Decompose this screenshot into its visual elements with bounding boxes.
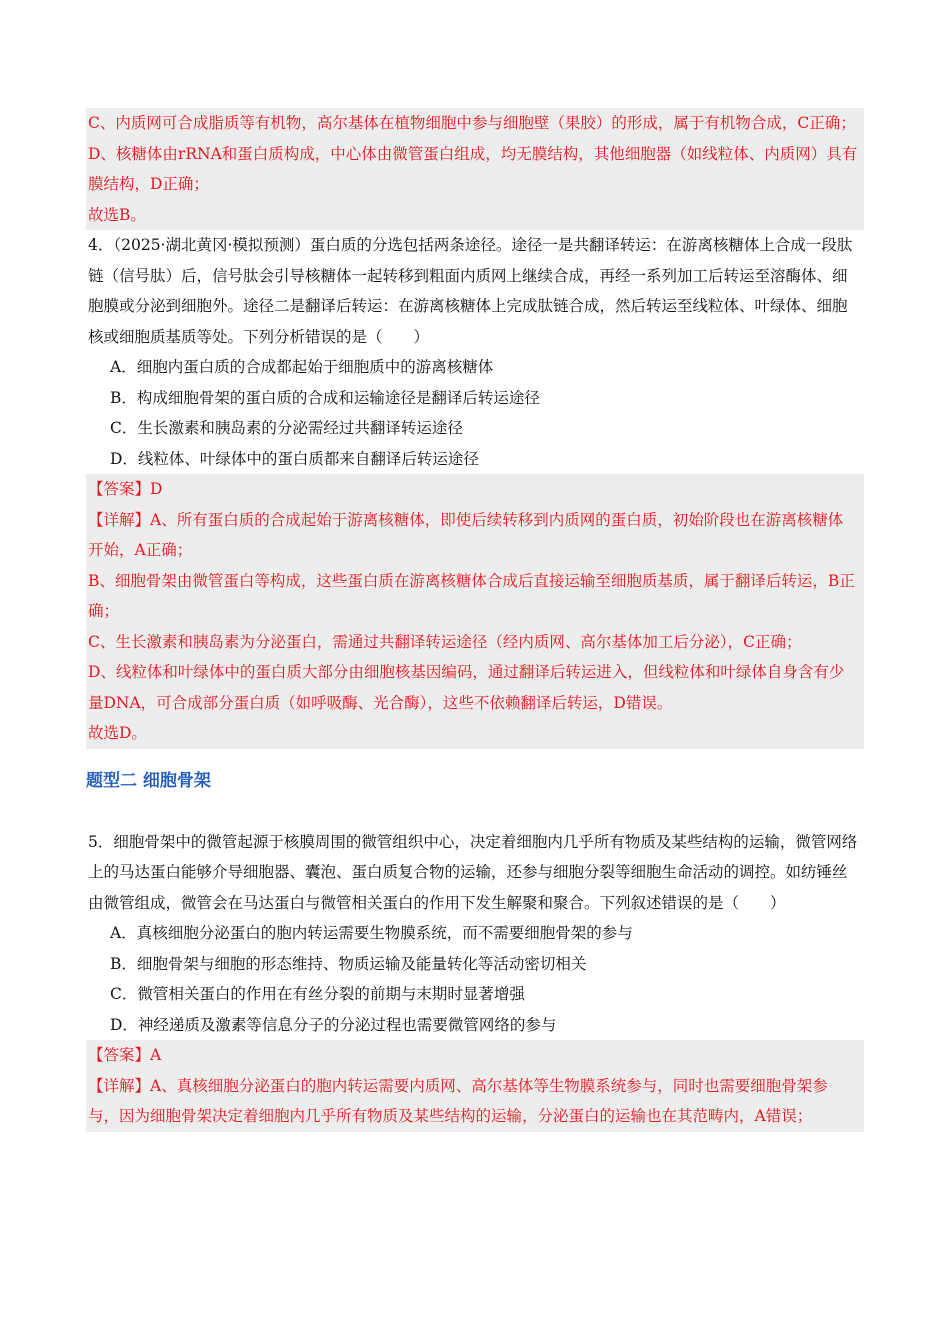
detail-line: 【详解】A、所有蛋白质的合成起始于游离核糖体，即使后续转移到内质网的蛋白质，初始阶段也在游离核糖体开始，A正确； (88, 510, 844, 559)
option-a: A．真核细胞分泌蛋白的胞内转运需要生物膜系统，而不需要细胞骨架的参与 (110, 924, 633, 942)
question-5-answer-block (86, 1040, 864, 1132)
question-5 (86, 827, 864, 919)
detail-line: C、生长激素和胰岛素为分泌蛋白，需通过共翻译转运途径（经内质网、高尔基体加工后分泌），C正确； (88, 632, 802, 651)
prev-answer-block (86, 108, 864, 230)
question-stem: 5．细胞骨架中的微管起源于核膜周围的微管组织中心，决定着细胞内几乎所有物质及某些结构的运输，微管网络上的马达蛋白能够介导细胞器、囊泡、蛋白质复合物的运输，还参与细胞分裂等细胞生命活动的调控。如纺锤丝由微管组成，微管会在马达蛋白与微管相关蛋白的作用下发生解聚和聚合。下列叙述错误的是（ ） (88, 832, 858, 912)
document-body (86, 108, 864, 1132)
detail-line: 故选D。 (88, 724, 147, 742)
detail-line: B、细胞骨架由微管蛋白等构成，这些蛋白质在游离核糖体合成后直接运输至细胞质基质，属于翻译后转运，B正确； (88, 571, 855, 620)
option-c: C．生长激素和胰岛素的分泌需经过共翻译转运途径 (110, 419, 463, 437)
option-c: C．微管相关蛋白的作用在有丝分裂的前期与末期时显著增强 (110, 985, 525, 1003)
question-5-options (86, 918, 864, 1040)
option-a: A．细胞内蛋白质的合成都起始于细胞质中的游离核糖体 (110, 358, 494, 376)
answer-line: 【答案】D (88, 480, 163, 498)
detail-line: C、内质网可合成脂质等有机物，高尔基体在植物细胞中参与细胞壁（果胶）的形成，属于有机物合成，C正确； (88, 114, 856, 132)
option-d: D．线粒体、叶绿体中的蛋白质都来自翻译后转运途径 (110, 449, 479, 468)
detail-line: 故选B。 (88, 205, 146, 224)
question-stem: 4．（2025·湖北黄冈·模拟预测）蛋白质的分选包括两条途径。途径一是共翻译转运：在游离核糖体上合成一段肽链（信号肽）后，信号肽会引导核糖体一起转移到粗面内质网上继续合成，再经一系列加工后转运至溶酶体、细胞膜或分泌到细胞外。途径二是翻译后转运：在游离核糖体上完成肽链合成，然后转运至线粒体、叶绿体、细胞核或细胞质基质等处。下列分析错误的是（ ） (88, 236, 853, 346)
question-4-answer-block (86, 474, 864, 749)
option-b: B．细胞骨架与细胞的形态维持、物质运输及能量转化等活动密切相关 (110, 954, 587, 973)
question-4-options (86, 352, 864, 474)
detail-line: 【详解】A、真核细胞分泌蛋白的胞内转运需要内质网、高尔基体等生物膜系统参与，同时也需要细胞骨架参与，因为细胞骨架决定着细胞内几乎所有物质及某些结构的运输，分泌蛋白的运输也在其范畴内，A错误； (88, 1076, 828, 1125)
answer-line: 【答案】A (88, 1046, 162, 1064)
detail-line: D、线粒体和叶绿体中的蛋白质大部分由细胞核基因编码，通过翻译后转运进入，但线粒体和叶绿体自身含有少量DNA，可合成部分蛋白质（如呼吸酶、光合酶），这些不依赖翻译后转运，D错误。 (88, 663, 845, 712)
question-4 (86, 230, 864, 352)
option-d: D．神经递质及激素等信息分子的分泌过程也需要微管网络的参与 (110, 1015, 557, 1034)
detail-line: D、核糖体由rRNA和蛋白质构成，中心体由微管蛋白组成，均无膜结构，其他细胞器（如线粒体、内质网）具有膜结构，D正确； (88, 144, 858, 193)
option-b: B．构成细胞骨架的蛋白质的合成和运输途径是翻译后转运途径 (110, 388, 540, 407)
section-heading: 题型二 细胞骨架 (86, 770, 211, 791)
